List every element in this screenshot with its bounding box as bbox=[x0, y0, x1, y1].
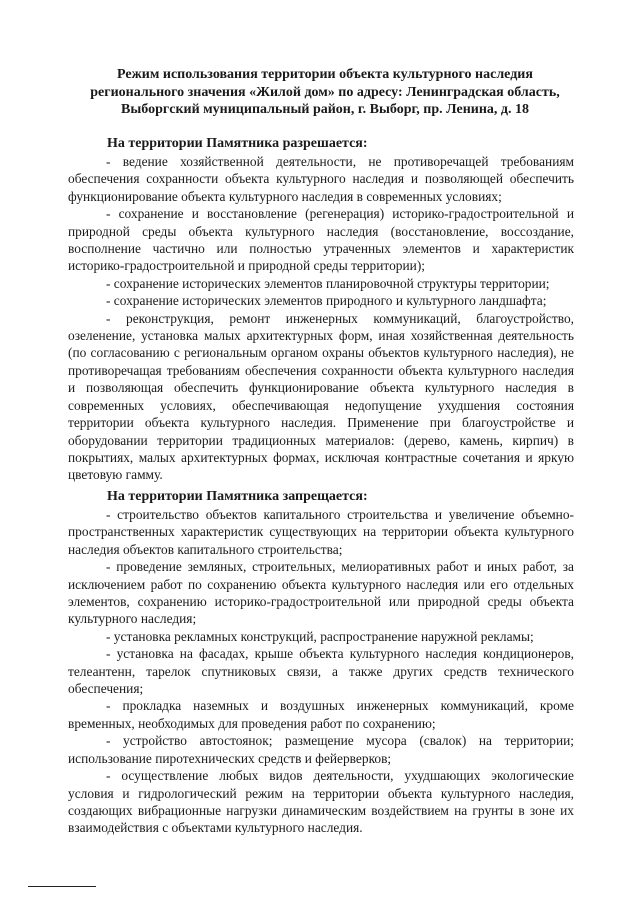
allowed-item: - сохранение и восстановление (регенерация) историко-градостроительной и природной среды объекта культурного наследия (восстановление, воссоздание, восполнение частично или полностью утраченных элементов и характеристик историко-градостроительной и природной среды территории); bbox=[68, 206, 574, 274]
allowed-item: - сохранение исторических элементов планировочной структуры территории; bbox=[106, 275, 550, 291]
forbidden-heading: На территории Памятника запрещается: bbox=[107, 489, 368, 504]
forbidden-list bbox=[68, 506, 574, 837]
forbidden-item: - проведение земляных, строительных, мелиоративных работ и иных работ, за исключением работ по сохранению объекта культурного наследия или его отдельных элементов, сохранению историко-градостроительной или природной среды объекта культурного наследия; bbox=[68, 559, 574, 627]
forbidden-item: - установка на фасадах, крыше объекта культурного наследия кондиционеров, телеантенн, тарелок спутниковых связи, а также других средств технического обеспечения; bbox=[68, 646, 574, 697]
forbidden-item: - устройство автостоянок; размещение мусора (свалок) на территории; использование пиротехнических средств и фейерверков; bbox=[68, 733, 574, 766]
allowed-heading: На территории Памятника разрешается: bbox=[107, 136, 368, 151]
footnote-separator bbox=[28, 886, 96, 887]
title-line: Выборгский муниципальный район, г. Выборг, пр. Ленина, д. 18 bbox=[121, 102, 529, 117]
forbidden-item: - прокладка наземных и воздушных инженерных коммуникаций, кроме временных, необходимых для проведения работ по сохранению; bbox=[68, 698, 574, 731]
allowed-item: - ведение хозяйственной деятельности, не противоречащей требованиям обеспечения сохранности объекта культурного наследия и позволяющей обеспечить функционирование объекта культурного наследия в современных условиях; bbox=[68, 154, 574, 204]
allowed-item: - сохранение исторических элементов природного и культурного ландшафта; bbox=[106, 293, 547, 309]
allowed-list bbox=[68, 153, 574, 484]
document-title bbox=[70, 66, 580, 119]
title-line: регионального значения «Жилой дом» по адресу: Ленинградская область, bbox=[90, 84, 560, 100]
forbidden-item: - установка рекламных конструкций, распространение наружной рекламы; bbox=[106, 628, 534, 644]
title-line: Режим использования территории объекта культурного наследия bbox=[117, 67, 533, 82]
forbidden-item: - осуществление любых видов деятельности, ухудшающих экологические условия и гидрологический режим на территории объекта культурного наследия, создающих вибрационные нагрузки динамическим воздействием на грунты в зоне их взаимодействия с объектами культурного наследия. bbox=[68, 768, 574, 836]
allowed-item: - реконструкция, ремонт инженерных коммуникаций, благоустройство, озеленение, установка малых архитектурных форм, иная хозяйственная деятельность (по согласованию с региональным органом охраны объектов культурного наследия), не противоречащая требованиям обеспечения сохранности объекта культурного наследия и позволяющая обеспечить функционирование объекта культурного наследия в современных условиях, обеспечивающая недопущение ухудшения состояния территории объекта культурного наследия. Применение при благоустройстве и оборудовании территории традиционных материалов: (дерево, камень, кирпич) в покрытиях, малых архитектурных формах, исключая контрастные сочетания и яркую цветовую гамму. bbox=[68, 310, 574, 483]
forbidden-item: - строительство объектов капитального строительства и увеличение объемно-пространственных характеристик существующих на территории объекта культурного наследия объектов капитального строительства; bbox=[68, 507, 574, 557]
